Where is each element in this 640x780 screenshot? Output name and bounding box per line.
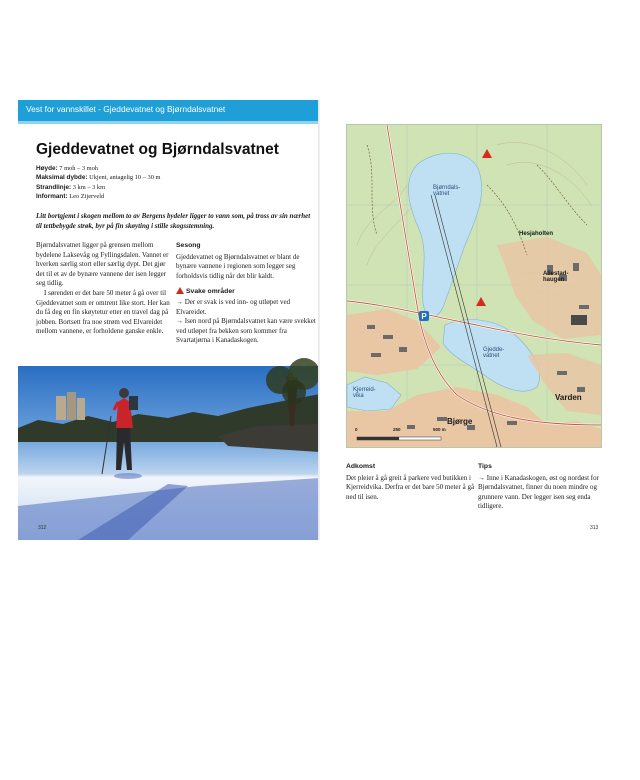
chapter-banner [18, 100, 320, 124]
adkomst-column [346, 462, 476, 502]
fact-list [36, 164, 160, 202]
body-column [36, 241, 174, 337]
map-label-bjorndalsvatnet [433, 185, 460, 197]
warning-triangle-icon [176, 287, 184, 294]
map-label-varden: Varden [555, 393, 582, 402]
tips-heading: Tips [478, 463, 492, 470]
map-label-text: Kjerreid- [353, 387, 376, 393]
photo-illustration [18, 366, 320, 540]
map-label-text: vika [353, 393, 364, 399]
intro-text: Litt bortgjemt i skogen mellom to av Bergens bydeler ligger to vann som, på tross av sin nærhet til tettbebygde strøk, byr på fin skøyting i stille skogsstemning. [36, 212, 311, 230]
svake-heading-row [176, 287, 316, 297]
svake-heading: Svake områder [186, 288, 235, 296]
map-label-text: Allestad- [543, 271, 569, 277]
svg-text:P: P [421, 312, 427, 321]
map-label-text: haugen [543, 277, 565, 283]
skating-photo [18, 366, 320, 778]
fact-row [36, 173, 160, 182]
info-column [176, 241, 316, 346]
caption-text: Bynær skøyting på Bjørndalsvatnet med blokkene på Hesjaholten i bakgrunnen [173, 757, 314, 771]
scale-label-500: 500 m [433, 427, 446, 432]
photo-credit: FOTO: LEO ZIJERVELD [254, 773, 314, 778]
chapter-banner-text: Vest for vannskillet - Gjeddevatnet og Bjørndalsvatnet [26, 104, 226, 114]
map-label-bjorge: Bjørge [447, 417, 473, 426]
sesong-heading: Sesong [176, 242, 201, 249]
fact-label: Informant: [36, 193, 68, 201]
page-number-right: 313 [590, 525, 599, 531]
svake-item: → Der er svak is ved inn- og utløpet ved Elvareidet. [176, 297, 291, 316]
fact-row [36, 183, 160, 192]
map-label-hesjaholten: Hesjaholten [519, 231, 554, 237]
right-page [320, 100, 622, 540]
lake-map [346, 124, 602, 448]
tips-column [478, 462, 600, 512]
tips-text: → Inne i Kanadaskogen, øst og nordøst for Bjørndalsvatnet, finner du noen mindre og grunnere vann. Der legger isen seg enda tidligere. [478, 473, 599, 511]
page-title: Gjeddevatnet og Bjørndalsvatnet [36, 141, 279, 158]
map-label-text: vatnet [433, 191, 450, 197]
adkomst-heading: Adkomst [346, 463, 376, 470]
scale-label-0: 0 [355, 427, 358, 432]
map-label-allestadhaugen [543, 271, 568, 283]
scale-label-250: 250 [393, 427, 401, 432]
svake-item: → Isen nord på Bjørndalsvatnet kan være svekket ved utløpet fra bekken som kommer fra Svartatjørna i Kanadaskogen. [176, 317, 316, 345]
fact-row [36, 164, 160, 173]
page-number-left: 312 [38, 525, 47, 531]
fact-value: Leo Zijerveld [69, 193, 105, 201]
fact-value: 3 km – 3 km [72, 183, 106, 191]
sesong-text: Gjeddevatnet og Bjørndalsvatnet er blant de bynære vannene i regionen som legger seg forholdsvis tidlig når det blir kaldt. [176, 252, 300, 280]
map-label-text: Gjedde- [483, 347, 505, 353]
body-paragraph: I sørenden er det bare 50 meter å gå over til Gjeddevatnet som er omtrent like stort. Her kan du få deg en fin skøytetur etter en travel dag på jobben. Bortsett fra noe strøm ved Elvareidet mellom vannene, er forholdene ganske enkle. [36, 288, 170, 336]
map-label-gjeddevatnet [483, 347, 504, 359]
fact-label: Høyde: [36, 165, 58, 172]
fact-label: Strandlinje: [36, 183, 72, 191]
left-page [18, 100, 320, 778]
fact-value: Ukjent, antagelig 10 – 30 m [89, 174, 161, 182]
fact-label: Maksimal dybde: [36, 174, 88, 182]
fact-value: 7 moh – 3 moh [59, 165, 98, 172]
fact-row [36, 192, 160, 201]
photo-caption [164, 756, 314, 780]
adkomst-text: Det pleier å gå greit å parkere ved butikken i Kjerreidvika. Derfra er det bare 50 meter å gå ned til isen. [346, 473, 475, 501]
map-label-text: Bjørndals- [433, 185, 461, 191]
map-label-text: vatnet [483, 353, 500, 359]
body-paragraph: Bjørndalsvatnet ligger på grensen mellom bydelene Laksevåg og Fyllingsdalen. Vannet er hverken særlig stort eller særlig dypt. Det gjør det til et av de bynære vannene der isen legger seg tidlig. [36, 241, 169, 288]
map-label-kjerreidvika [353, 387, 376, 399]
